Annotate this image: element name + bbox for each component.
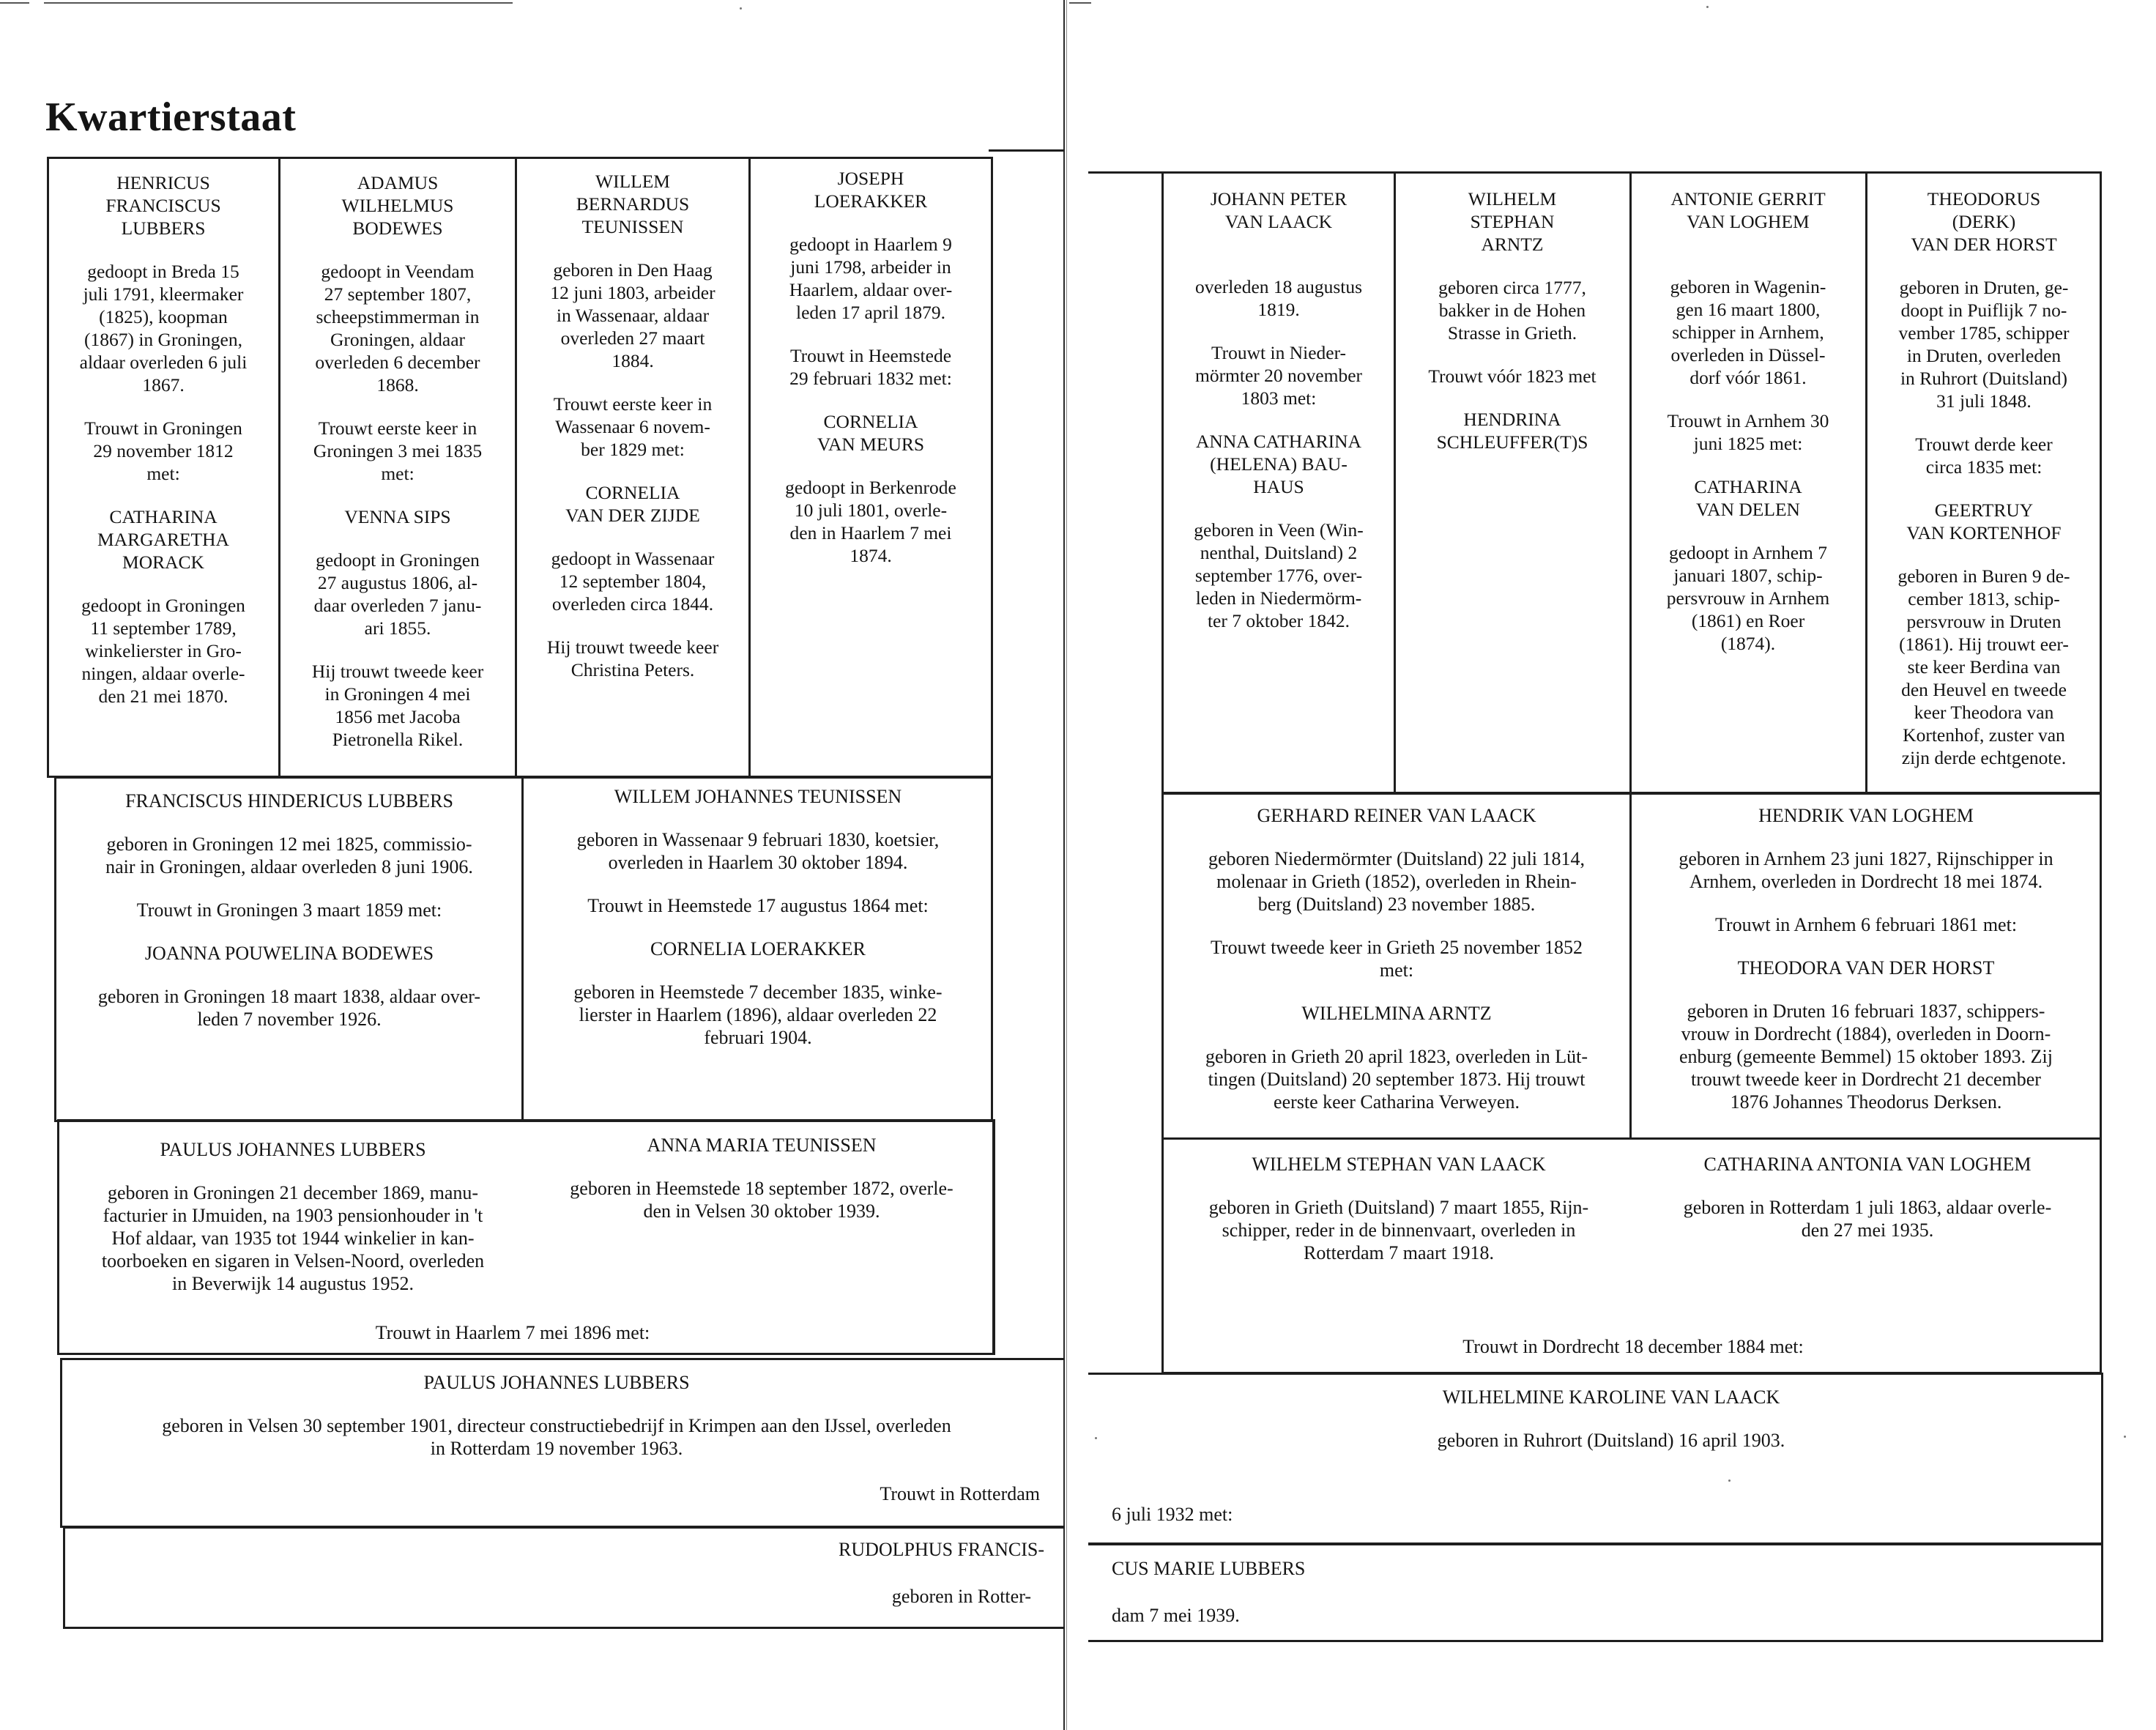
ancestor-cell bbox=[753, 167, 989, 567]
ancestor-name: ADAMUS WILHELMUS BODEWES bbox=[341, 172, 454, 239]
ancestor-name: PAULUS JOHANNES LUBBERS bbox=[423, 1372, 690, 1393]
marriage-text: Trouwt derde keer circa 1835 met: bbox=[1915, 434, 2053, 478]
ancestor-cell bbox=[518, 170, 747, 681]
ancestor-cell bbox=[1245, 1386, 1977, 1452]
spouse-name: VENNA SIPS bbox=[344, 506, 451, 527]
marriage-text: Trouwt vóór 1823 met bbox=[1428, 365, 1596, 387]
ancestor-text: geboren Niedermörmter (Duitsland) 22 juli 1814, molenaar in Grieth (1852), overleden in Rhein- berg (Duitsland) 23 november 1885. bbox=[1208, 848, 1586, 915]
divider bbox=[1088, 171, 1161, 174]
ancestor-name: JOHANN PETER VAN LAACK bbox=[1210, 188, 1348, 232]
spouse-name: WILHELMINA ARNTZ bbox=[1301, 1003, 1492, 1024]
ancestor-text: geboren circa 1777, bakker in de Hohen Strasse in Grieth. bbox=[1438, 277, 1586, 344]
ancestor-cell bbox=[1633, 188, 1863, 655]
spouse-text: gedoopt in Wassenaar 12 september 1804, overleden circa 1844. bbox=[551, 548, 715, 615]
ancestor-cell bbox=[1166, 188, 1391, 632]
spouse-name: CORNELIA LOERAKKER bbox=[650, 938, 866, 959]
ancestor-text: geboren in Groningen 21 december 1869, manu- facturier in IJmuiden, na 1903 pensionhouder in 't Hof aldaar, van 1935 tot 1944 winkelier in kan- toorboeken en sigaren in Velsen-Noord, overleden in Beverwijk 14 augustus 1952. bbox=[101, 1182, 485, 1294]
scan-mark bbox=[44, 2, 513, 4]
ancestor-name: ANTONIE GERRIT VAN LOGHEM bbox=[1670, 188, 1826, 232]
ancestor-text: overleden 18 augustus 1819. bbox=[1194, 276, 1363, 320]
divider bbox=[1394, 171, 1396, 794]
spouse-text: geboren in Groningen 18 maart 1838, aldaar over- leden 7 november 1926. bbox=[97, 986, 481, 1030]
page-title: Kwartierstaat bbox=[45, 94, 297, 140]
ancestor-cell bbox=[59, 790, 520, 1031]
ancestor-name: WILHELM STEPHAN ARNTZ bbox=[1468, 188, 1557, 255]
ancestor-cell bbox=[51, 171, 275, 708]
marriage-text: Trouwt in Groningen 29 november 1812 met: bbox=[84, 417, 242, 484]
ancestor-name: FRANCISCUS HINDERICUS LUBBERS bbox=[125, 790, 453, 812]
ancestor-name: WILLEM JOHANNES TEUNISSEN bbox=[614, 786, 902, 807]
ancestor-name: GERHARD REINER VAN LAACK bbox=[1257, 805, 1536, 826]
divider bbox=[521, 776, 524, 1122]
spouse-text: gedoopt in Groningen 11 september 1789, winkelierster in Gro- ningen, aldaar overle- den 21 mei 1870. bbox=[81, 595, 245, 707]
ancestor-cell bbox=[542, 1134, 981, 1222]
ancestor-name: WILHELM STEPHAN VAN LAACK bbox=[1252, 1154, 1546, 1175]
ancestor-text: geboren in Wagenin- gen 16 maart 1800, schipper in Arnhem, overleden in Düssel- dorf vóór 1861. bbox=[1670, 276, 1826, 388]
spouse-text: geboren in Buren 9 de- cember 1813, schip- persvrouw in Druten (1861). Hij trouwt eer- ste keer Berdina van den Heuvel en tweede keer Theodora van Kortenhof, zuster van zijn derde echtgenote. bbox=[1897, 565, 2070, 768]
ancestor-text: gedoopt in Haarlem 9 juni 1798, arbeider in Haarlem, aldaar over- leden 17 april 1879. bbox=[789, 234, 953, 323]
marriage-text: Trouwt in Dordrecht 18 december 1884 met: bbox=[1462, 1336, 1804, 1357]
ancestor-cell bbox=[1640, 1153, 2094, 1241]
divider bbox=[278, 157, 280, 778]
spouse-name: CORNELIA VAN DER ZIJDE bbox=[565, 482, 700, 526]
extra-text: Hij trouwt tweede keer Christina Peters. bbox=[546, 636, 719, 680]
marriage-text: Trouwt in Heemstede 17 augustus 1864 met: bbox=[587, 895, 929, 916]
marriage-text: Trouwt eerste keer in Groningen 3 mei 1835 met: bbox=[313, 417, 483, 484]
marriage-text: Trouwt in Rotterdam bbox=[880, 1483, 1040, 1504]
ancestor-text: gedoopt in Breda 15 juli 1791, kleermaker (1825), koopman (1867) in Groningen, aldaar overleden 6 juli 1867. bbox=[79, 261, 248, 396]
ancestor-text: geboren in Ruhrort (Duitsland) 16 april 1903. bbox=[1437, 1430, 1785, 1451]
ancestor-cell bbox=[1166, 804, 1627, 1113]
ancestor-text: geboren in Heemstede 18 september 1872, overle- den in Velsen 30 oktober 1939. bbox=[570, 1178, 954, 1222]
divider bbox=[993, 1119, 995, 1355]
ancestor-cell bbox=[1869, 188, 2099, 769]
spouse-name: CATHARINA MARGARETHA MORACK bbox=[97, 506, 229, 573]
ancestor-name: CUS MARIE LUBBERS bbox=[1112, 1558, 1306, 1579]
scan-speck bbox=[740, 7, 742, 10]
scan-mark bbox=[1069, 2, 1091, 4]
ancestor-name: CATHARINA ANTONIA VAN LOGHEM bbox=[1703, 1154, 2032, 1175]
spouse-name: CATHARINA VAN DELEN bbox=[1694, 476, 1802, 520]
ancestor-text: geboren in Grieth (Duitsland) 7 maart 1855, Rijn- schipper, reder in de binnenvaart, overleden in Rotterdam 7 maart 1918. bbox=[1208, 1197, 1589, 1263]
ancestor-cell bbox=[526, 785, 990, 1049]
ancestor-text: geboren in Arnhem 23 juni 1827, Rijnschipper in Arnhem, overleden in Dordrecht 18 mei 1874. bbox=[1679, 848, 2053, 892]
spouse-name: HENDRINA SCHLEUFFER(T)S bbox=[1436, 409, 1588, 453]
ancestor-cell bbox=[1633, 804, 2099, 1113]
spouse-name: THEODORA VAN DER HORST bbox=[1737, 957, 1995, 979]
spouse-text: geboren in Druten 16 februari 1837, schippers- vrouw in Dordrecht (1884), overleden in Doorn- enburg (gemeente Bemmel) 15 oktober 1893. Zij trouwt tweede keer in Dordrecht 21 december 1876 Johannes Theodorus Derksen. bbox=[1679, 1000, 2053, 1113]
spouse-text: geboren in Grieth 20 april 1823, overleden in Lüt- tingen (Duitsland) 20 september 1873. Hij trouwt eerste keer Catharina Verweyen. bbox=[1205, 1046, 1588, 1113]
page-fold-shadow bbox=[1066, 0, 1067, 1730]
ancestor-name: PAULUS JOHANNES LUBBERS bbox=[160, 1139, 426, 1160]
extra-text: Hij trouwt tweede keer in Groningen 4 mei 1856 met Jacoba Pietronella Rikel. bbox=[311, 661, 484, 750]
marriage-text: Trouwt in Haarlem 7 mei 1896 met: bbox=[375, 1322, 650, 1343]
ancestor-text: geboren in Groningen 12 mei 1825, commissio- nair in Groningen, aldaar overleden 8 juni 1906. bbox=[105, 834, 473, 877]
ancestor-cell bbox=[73, 1138, 513, 1295]
scan-speck bbox=[2124, 1436, 2126, 1438]
marriage-text: Trouwt in Heemstede 29 februari 1832 met: bbox=[789, 345, 952, 389]
marriage-text: Trouwt in Nieder- mörmter 20 november 1803 met: bbox=[1194, 342, 1363, 409]
divider bbox=[1865, 171, 1867, 794]
spouse-text: gedoopt in Groningen 27 augustus 1806, al- daar overleden 7 janu- ari 1855. bbox=[313, 549, 482, 639]
marriage-text: Trouwt eerste keer in Wassenaar 6 novem- ber 1829 met: bbox=[553, 393, 713, 460]
spouse-name: CORNELIA VAN MEURS bbox=[817, 411, 925, 455]
spouse-name: GEERTRUY VAN KORTENHOF bbox=[1906, 500, 2062, 543]
divider bbox=[1629, 792, 1632, 1140]
marriage-text: Trouwt tweede keer in Grieth 25 november 1852 met: bbox=[1210, 937, 1583, 981]
divider bbox=[989, 149, 1065, 152]
spouse-name: JOANNA POUWELINA BODEWES bbox=[144, 943, 434, 964]
ancestor-name: JOSEPH LOERAKKER bbox=[814, 168, 928, 212]
ancestor-text: geboren in Velsen 30 september 1901, directeur constructiebedrijf in Krimpen aan den IJssel, overleden in Rotterdam 19 november 1963. bbox=[162, 1415, 951, 1459]
spouse-text: gedoopt in Arnhem 7 januari 1807, schip- persvrouw in Arnhem (1861) en Roer (1874). bbox=[1666, 542, 1830, 654]
divider bbox=[515, 157, 517, 778]
ancestor-name: ANNA MARIA TEUNISSEN bbox=[647, 1135, 877, 1156]
spouse-text: gedoopt in Berkenrode 10 juli 1801, overle- den in Haarlem 7 mei 1874. bbox=[785, 477, 956, 566]
scan-speck bbox=[1095, 1437, 1097, 1439]
divider bbox=[1629, 171, 1632, 794]
ancestor-cell bbox=[1172, 1153, 1626, 1264]
marriage-text: 6 juli 1932 met: bbox=[1112, 1504, 1233, 1525]
divider bbox=[748, 157, 751, 778]
ancestor-text: geboren in Den Haag 12 juni 1803, arbeider in Wassenaar, aldaar overleden 27 maart 1884. bbox=[550, 259, 715, 371]
ancestor-text: geboren in Rotter- bbox=[891, 1586, 1031, 1607]
spouse-text: geboren in Veen (Win- nenthal, Duitsland) 2 september 1776, over- leden in Niedermörm- ter 7 oktober 1842. bbox=[1194, 519, 1364, 631]
ancestor-name: RUDOLPHUS FRANCIS- bbox=[839, 1539, 1044, 1560]
marriage-text: Trouwt in Arnhem 6 februari 1861 met: bbox=[1714, 914, 2018, 935]
marriage-text: Trouwt in Groningen 3 maart 1859 met: bbox=[136, 899, 442, 921]
divider bbox=[991, 157, 993, 778]
ancestor-name: WILHELMINE KAROLINE VAN LAACK bbox=[1442, 1386, 1780, 1408]
scan-speck bbox=[1728, 1480, 1731, 1482]
ancestor-name: WILLEM BERNARDUS TEUNISSEN bbox=[576, 171, 690, 237]
ancestor-text: geboren in Rotterdam 1 juli 1863, aldaar overle- den 27 mei 1935. bbox=[1683, 1197, 2052, 1241]
ancestor-text: geboren in Druten, ge- doopt in Puiflijk 7 no- vember 1785, schipper in Druten, overleden in Ruhrort (Duitsland) 31 juli 1848. bbox=[1898, 277, 2070, 412]
scan-speck bbox=[1706, 6, 1709, 8]
ancestor-text: geboren in Wassenaar 9 februari 1830, koetsier, overleden in Haarlem 30 oktober 1894. bbox=[576, 829, 940, 873]
spouse-name: ANNA CATHARINA (HELENA) BAU- HAUS bbox=[1196, 431, 1361, 497]
ancestor-name: HENRICUS FRANCISCUS LUBBERS bbox=[105, 172, 221, 239]
marriage-text: Trouwt in Arnhem 30 juni 1825 met: bbox=[1667, 410, 1829, 454]
ancestor-name: HENDRIK VAN LOGHEM bbox=[1758, 805, 1974, 826]
ancestor-cell bbox=[73, 1371, 1040, 1460]
ancestor-text: dam 7 mei 1939. bbox=[1112, 1605, 1240, 1626]
scan-mark bbox=[0, 2, 29, 4]
ancestor-cell bbox=[1397, 188, 1627, 453]
ancestor-cell bbox=[283, 171, 513, 751]
spouse-text: geboren in Heemstede 7 december 1835, winke- lierster in Haarlem (1896), aldaar overleden 22 februari 1904. bbox=[573, 981, 943, 1048]
ancestor-text: gedoopt in Veendam 27 september 1807, scheepstimmerman in Groningen, aldaar overleden 6 december 1868. bbox=[315, 261, 480, 396]
ancestor-name: THEODORUS (DERK) VAN DER HORST bbox=[1911, 188, 2057, 255]
